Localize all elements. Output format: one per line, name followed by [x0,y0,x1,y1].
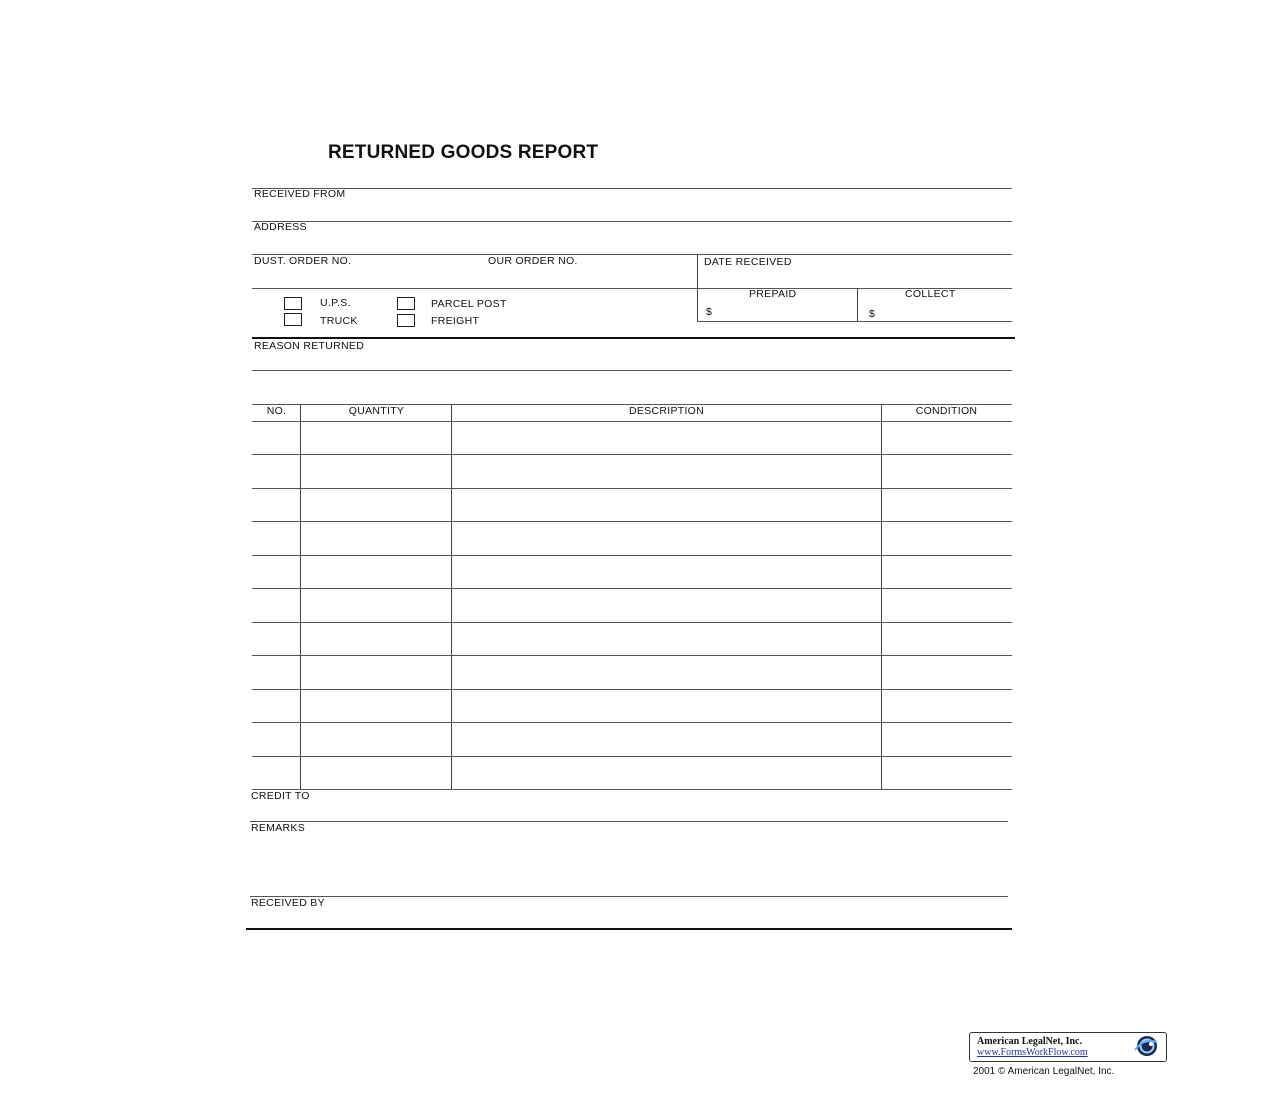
cell-no[interactable] [252,590,304,619]
cell-no[interactable] [252,523,304,552]
cell-condition[interactable] [882,691,1016,720]
row-divider [252,454,1012,455]
received-from-label: RECEIVED FROM [254,188,346,200]
cell-no[interactable] [252,691,304,720]
ups-checkbox[interactable] [284,297,302,310]
freight-checkbox[interactable] [397,314,415,327]
cell-description[interactable] [452,490,885,519]
remarks-line [250,896,1008,897]
row-divider [252,555,1012,556]
cell-condition[interactable] [882,758,1016,787]
prepaid-collect-bottom-line [697,321,1012,322]
cell-quantity[interactable] [301,490,455,519]
row-divider [252,722,1012,723]
col-header-quantity: QUANTITY [348,405,405,417]
prepaid-label: PREPAID [749,288,797,300]
cell-description[interactable] [452,423,885,452]
ups-label: U.P.S. [320,297,351,309]
order-line [252,254,1012,255]
cell-condition[interactable] [882,490,1016,519]
row-divider [252,689,1012,690]
our-order-label: OUR ORDER NO. [488,255,578,267]
reason-returned-label: REASON RETURNED [254,340,365,352]
row-divider [252,622,1012,623]
cell-description[interactable] [452,657,885,686]
cell-description[interactable] [452,590,885,619]
received-from-line [252,188,1012,189]
shipping-line [252,288,1012,289]
address-line [252,221,1012,222]
cell-no[interactable] [252,557,304,586]
cell-description[interactable] [452,691,885,720]
cell-no[interactable] [252,624,304,653]
parcel-post-checkbox[interactable] [397,297,415,310]
cell-condition[interactable] [882,590,1016,619]
company-url-link[interactable]: www.FormsWorkFlow.com [977,1047,1088,1058]
cell-description[interactable] [452,456,885,485]
address-label: ADDRESS [254,221,307,233]
cell-no[interactable] [252,490,304,519]
cell-condition[interactable] [882,624,1016,653]
section-divider [252,337,1015,339]
collect-currency: $ [869,308,876,320]
col-header-no: NO. [266,405,287,417]
prepaid-collect-divider [857,288,858,322]
cell-quantity[interactable] [301,657,455,686]
cell-quantity[interactable] [301,624,455,653]
cell-description[interactable] [452,557,885,586]
cell-description[interactable] [452,724,885,753]
cell-no[interactable] [252,724,304,753]
cell-description[interactable] [452,523,885,552]
reason-returned-line [252,370,1012,371]
cell-quantity[interactable] [301,523,455,552]
cust-order-label: DUST. ORDER NO. [254,255,352,267]
credit-to-line [250,821,1008,822]
cell-quantity[interactable] [301,423,455,452]
cell-no[interactable] [252,423,304,452]
cell-condition[interactable] [882,456,1016,485]
cell-no[interactable] [252,657,304,686]
cell-description[interactable] [452,758,885,787]
cell-condition[interactable] [882,724,1016,753]
cell-quantity[interactable] [301,691,455,720]
copyright-text: 2001 © American LegalNet, Inc. [973,1066,1115,1077]
row-divider [252,655,1012,656]
prepaid-currency: $ [706,306,713,318]
received-by-label: RECEIVED BY [251,897,325,909]
col-header-condition: CONDITION [915,405,978,417]
col-header-description: DESCRIPTION [628,405,705,417]
cell-quantity[interactable] [301,758,455,787]
form-bottom-line [246,928,1012,930]
date-received-label: DATE RECEIVED [704,256,792,268]
cell-quantity[interactable] [301,590,455,619]
table-bottom-line [252,789,1012,790]
remarks-label: REMARKS [251,822,306,834]
collect-label: COLLECT [905,288,956,300]
company-name: American LegalNet, Inc. [977,1036,1082,1047]
credit-to-label: CREDIT TO [251,790,310,802]
cell-condition[interactable] [882,557,1016,586]
form-title: RETURNED GOODS REPORT [328,142,599,163]
cell-quantity[interactable] [301,724,455,753]
cell-condition[interactable] [882,423,1016,452]
cell-no[interactable] [252,456,304,485]
row-divider [252,488,1012,489]
row-divider [252,521,1012,522]
row-divider [252,756,1012,757]
cell-condition[interactable] [882,657,1016,686]
row-divider [252,588,1012,589]
truck-checkbox[interactable] [284,313,302,326]
globe-swirl-icon [1129,1034,1163,1058]
cell-no[interactable] [252,758,304,787]
cell-quantity[interactable] [301,557,455,586]
parcel-post-label: PARCEL POST [431,298,507,310]
cell-description[interactable] [452,624,885,653]
truck-label: TRUCK [320,315,358,327]
freight-label: FREIGHT [431,315,480,327]
cell-quantity[interactable] [301,456,455,485]
cell-condition[interactable] [882,523,1016,552]
